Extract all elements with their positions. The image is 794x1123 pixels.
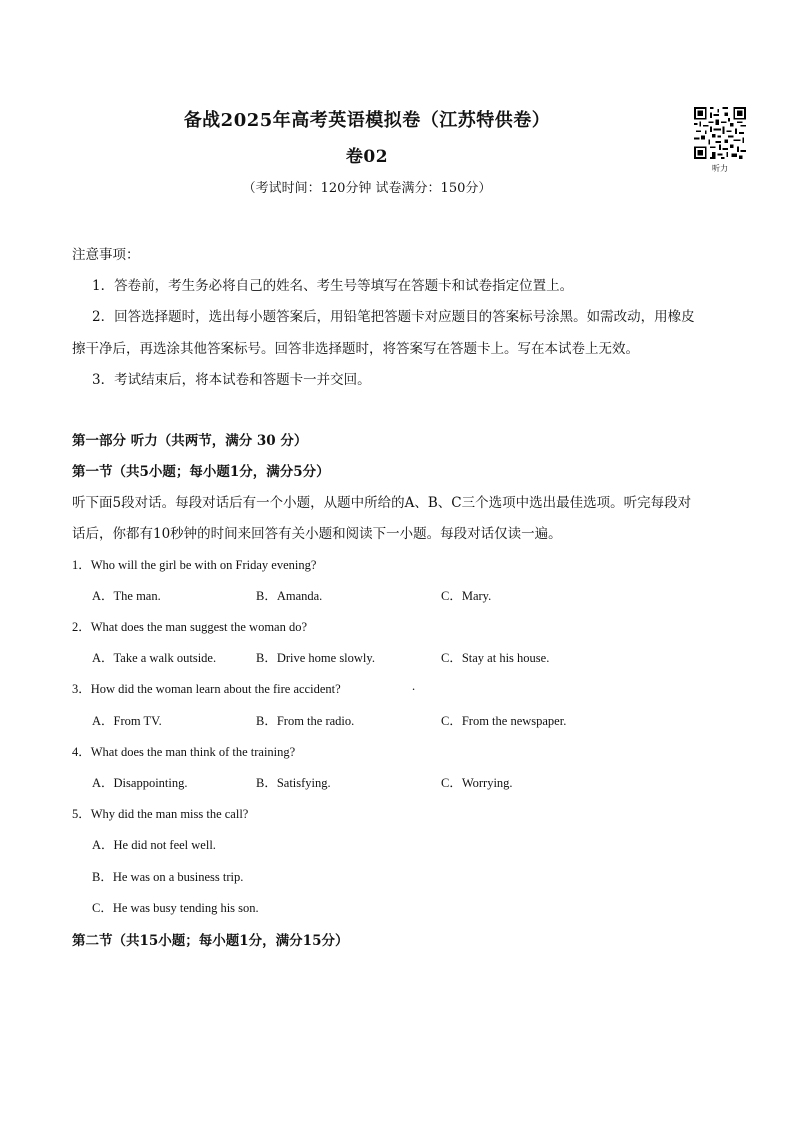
notes-item-1: 1．答卷前，考生务必将自己的姓名、考生号等填写在答题卡和试卷指定位置上。 bbox=[92, 278, 574, 294]
qr-label: 听力 bbox=[712, 164, 728, 173]
instructions-line-2: 话后，你都有10秒钟的时间来回答有关小题和阅读下一小题。每段对话仅读一遍。 bbox=[72, 526, 562, 542]
question-3-option-c: C．From the newspaper. bbox=[441, 714, 567, 728]
question-5: 5．Why did the man miss the call? bbox=[72, 807, 249, 821]
question-1: 1．Who will the girl be with on Friday evening? bbox=[72, 558, 317, 572]
section2-heading: 第二节（共15小题；每小题1分，满分15分） bbox=[72, 933, 349, 949]
question-3-option-a: A．From TV. bbox=[92, 714, 162, 728]
question-3: 3．How did the woman learn about the fire accident? bbox=[72, 682, 341, 696]
question-4-option-c: C．Worrying. bbox=[441, 776, 513, 790]
question-4: 4．What does the man think of the training? bbox=[72, 745, 296, 759]
question-2-option-a: A．Take a walk outside. bbox=[92, 651, 217, 665]
notes-item-2-line-1: 2．回答选择题时，选出每小题答案后，用铅笔把答题卡对应题目的答案标号涂黑。如需改动，用橡皮 bbox=[92, 309, 695, 325]
notes-item-3: 3．考试结束后，将本试卷和答题卡一并交回。 bbox=[92, 372, 371, 388]
exam-paper-number: 卷02 bbox=[345, 147, 389, 167]
question-4-option-b: B．Satisfying. bbox=[256, 776, 331, 790]
qr-code-icon bbox=[694, 107, 746, 159]
question-2-option-b: B．Drive home slowly. bbox=[256, 651, 375, 665]
question-1-option-a: A．The man. bbox=[92, 589, 161, 603]
question-3-option-b: B．From the radio. bbox=[256, 714, 355, 728]
section1-heading: 第一节（共5小题；每小题1分，满分5分） bbox=[72, 464, 330, 480]
instructions-line-1: 听下面5段对话。每段对话后有一个小题，从题中所给的A、B、C三个选项中选出最佳选项。听完每段对 bbox=[72, 495, 692, 511]
question-5-option-c: C．He was busy tending his son. bbox=[92, 901, 259, 915]
exam-title: 备战2025年高考英语模拟卷（江苏特供卷） bbox=[183, 110, 551, 131]
question-1-option-c: C．Mary. bbox=[441, 589, 492, 603]
question-5-option-a: A．He did not feel well. bbox=[92, 838, 216, 852]
notes-item-2-line-2: 擦干净后，再选涂其他答案标号。回答非选择题时，将答案写在答题卡上。写在本试卷上无效。 bbox=[72, 341, 639, 357]
notes-heading: 注意事项： bbox=[72, 247, 140, 263]
question-1-option-b: B．Amanda. bbox=[256, 589, 323, 603]
question-2: 2．What does the man suggest the woman do? bbox=[72, 620, 308, 634]
question-2-option-c: C．Stay at his house. bbox=[441, 651, 550, 665]
exam-time-score: （考试时间：120分钟 试卷满分：150分） bbox=[242, 181, 492, 196]
question-3-stray-dot: . bbox=[412, 679, 416, 693]
question-5-option-b: B．He was on a business trip. bbox=[92, 870, 244, 884]
part1-heading: 第一部分 听力（共两节，满分 30 分） bbox=[72, 433, 308, 449]
question-4-option-a: A．Disappointing. bbox=[92, 776, 188, 790]
